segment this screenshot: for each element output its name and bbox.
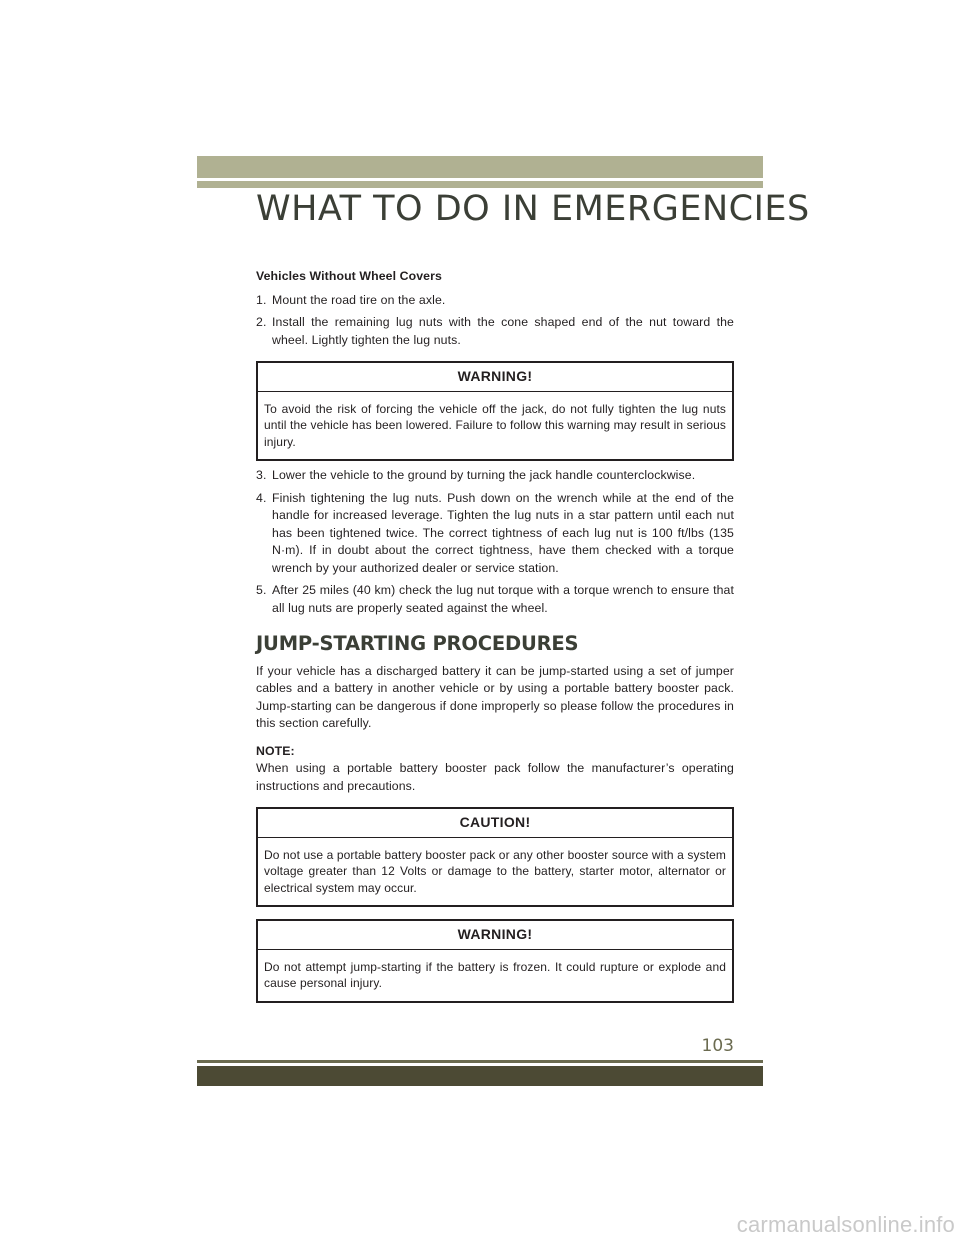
- step-number: 3.: [256, 468, 267, 482]
- step-text: Install the remaining lug nuts with the cone shaped end of the nut toward the wheel. Lightly tighten the lug nuts.: [272, 315, 734, 347]
- step-number: 2.: [256, 315, 267, 329]
- step-number: 1.: [256, 292, 267, 307]
- caution-body: Do not use a portable battery booster pack or any other booster source with a system voltage greater than 12 Volts or damage to the battery, starter motor, alternator or electrical system may occur.: [264, 847, 726, 895]
- note-label: NOTE:: [256, 743, 295, 758]
- list-item: [256, 467, 734, 485]
- step-text: Lower the vehicle to the ground by turning the jack handle counterclockwise.: [272, 468, 696, 482]
- warning-box-lug-nuts: [256, 361, 734, 461]
- steps-list-a: [256, 292, 734, 350]
- warning-body: To avoid the risk of forcing the vehicle off the jack, do not fully tighten the lug nuts until the vehicle has been lowered. Failure to follow this warning may result in serious injury.: [264, 401, 726, 449]
- step-text: After 25 miles (40 km) check the lug nut torque with a torque wrench to ensure that all lug nuts are properly seated against the wheel.: [272, 583, 734, 615]
- header-band-stripe: [197, 181, 763, 188]
- list-item: [256, 490, 734, 578]
- warning-box-frozen-battery: [256, 919, 734, 1003]
- step-text: Finish tightening the lug nuts. Push down on the wrench while at the end of the handle for increased leverage. Tighten the lug nuts in a star pattern until each nut has been tightened twice. The correct tightness of each lug nut is 100 ft/lbs (135 N·m). If in doubt about the correct tightness, have them checked with a torque wrench by your authorized dealer or service station.: [272, 490, 734, 575]
- caution-title: CAUTION!: [258, 809, 732, 838]
- warning-title: WARNING!: [258, 363, 732, 392]
- caution-box: [256, 807, 734, 907]
- list-item: [256, 314, 734, 349]
- watermark-text: carmanualsonline.info: [736, 1212, 955, 1237]
- warning-title: WARNING!: [258, 921, 732, 950]
- subheading-wheel-covers: Vehicles Without Wheel Covers: [256, 269, 442, 283]
- chapter-title: WHAT TO DO IN EMERGENCIES: [256, 189, 810, 229]
- page-number: 103: [701, 1036, 734, 1056]
- section-heading-jump-starting: JUMP-STARTING PROCEDURES: [256, 632, 579, 655]
- step-text: Mount the road tire on the axle.: [272, 292, 446, 307]
- warning-body: Do not attempt jump-starting if the battery is frozen. It could rupture or explode and cause personal injury.: [264, 959, 726, 990]
- intro-paragraph: If your vehicle has a discharged battery it can be jump-started using a set of jumper cables and a battery in another vehicle or by using a portable battery booster pack. Jump-starting can be dangerous if done improperly so please follow the procedures in this section carefully.: [256, 663, 734, 730]
- list-item: [256, 292, 734, 310]
- page-content: [256, 268, 734, 1009]
- steps-list-b: [256, 467, 734, 617]
- note-text: When using a portable battery booster pack follow the manufacturer’s operating instructions and precautions.: [256, 761, 734, 793]
- step-number: 5.: [256, 583, 267, 597]
- footer-band-stripe: [197, 1060, 763, 1063]
- step-number: 4.: [256, 490, 267, 505]
- list-item: [256, 582, 734, 617]
- footer-band: [197, 1066, 763, 1086]
- header-band: [197, 156, 763, 178]
